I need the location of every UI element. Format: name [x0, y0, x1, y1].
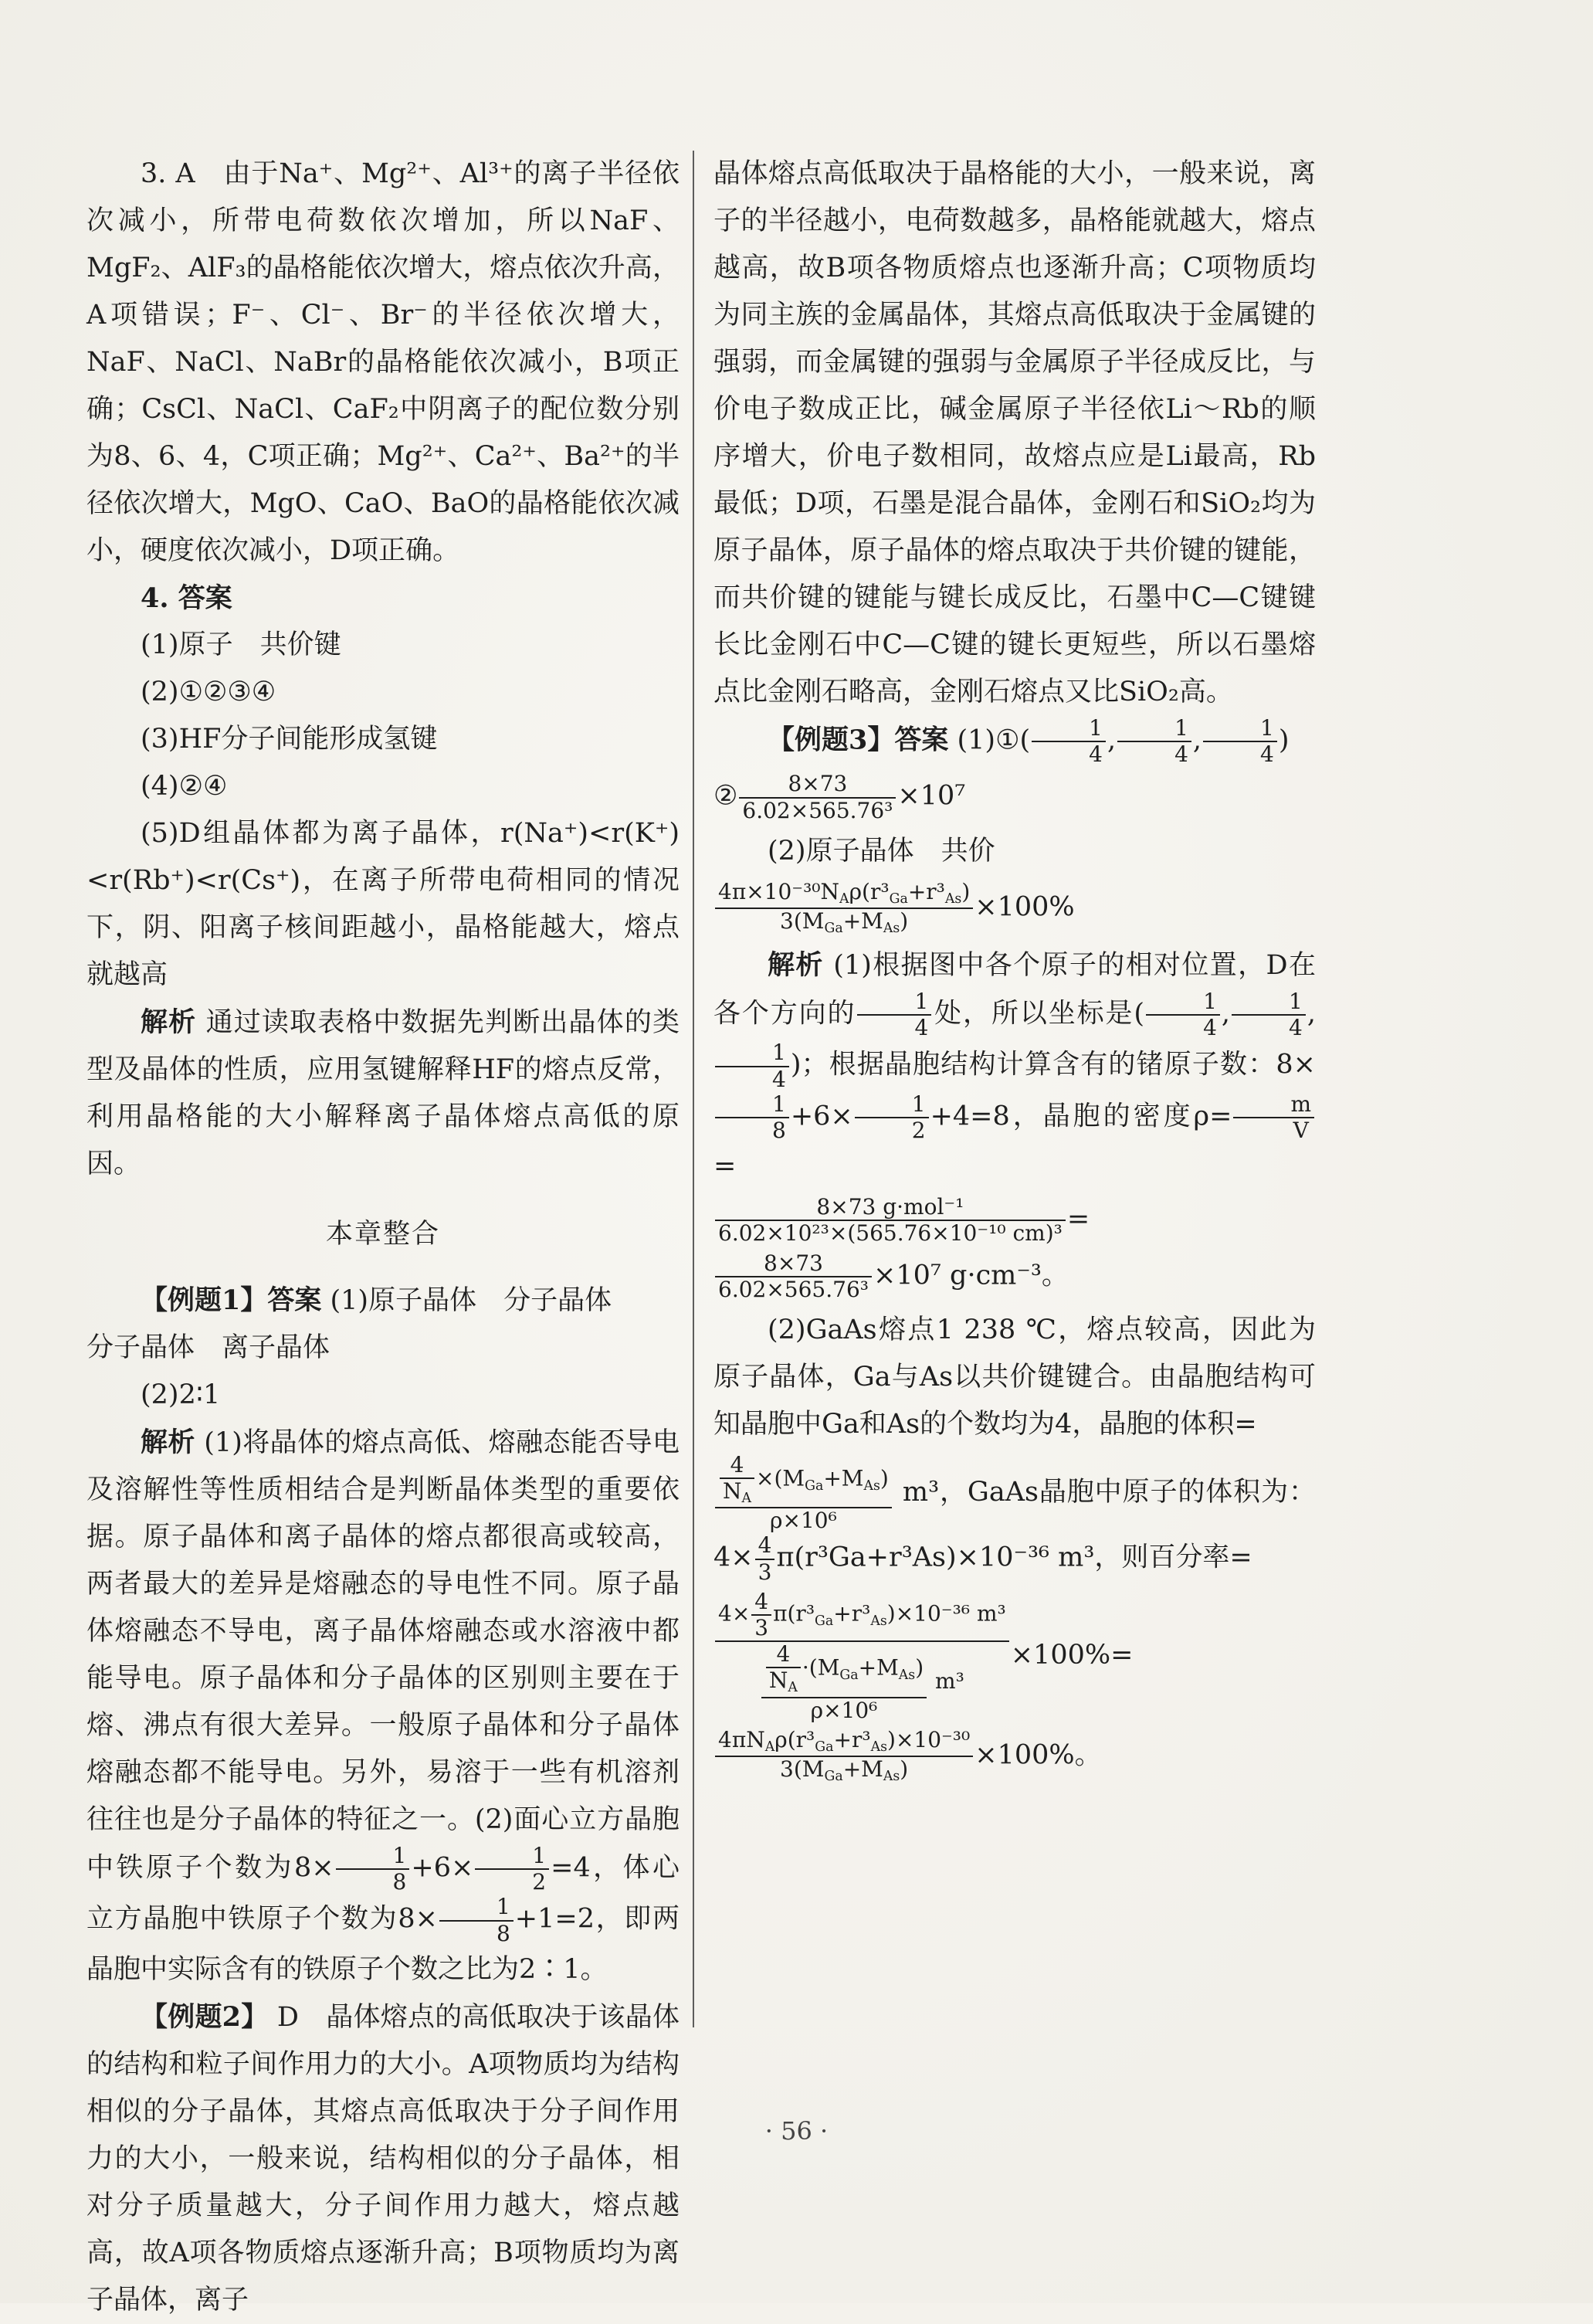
percent-formula-1: 4× $\frac{4}{3}$ $\pi(r^3_{Ga}+r^3_{As})\times 10^{-36}$ m³ $\frac{4}{N_A}$ $\cdot(M_{Ga}+M_{As})$ ρ×10⁶ m³ ×100%= — [713, 1589, 1316, 1723]
fraction-1-2: $\frac{1}{2}$ — [475, 1844, 549, 1895]
example2-label: 【例题2】 — [141, 2000, 269, 2033]
example2 — [86, 1993, 680, 2324]
answer-q3: 3. A 由于Na⁺、Mg²⁺、Al³⁺的离子半径依次减小，所带电荷数依次增加，所以NaF、MgF₂、AlF₃的晶格能依次增大，熔点依次升高，A项错误；F⁻、Cl⁻、Br⁻的半径依次增大，NaF、NaCl、NaBr的晶格能依次减小，B项正确；CsCl、NaCl、CaF₂中阴离子的配位数分别为8、6、4，C项正确；Mg²⁺、Ca²⁺、Ba²⁺的半径依次增大，MgO、CaO、BaO的晶格能依次减小，硬度依次减小，D项正确。 — [86, 158, 680, 566]
example1-analysis: 解析 (1)将晶体的熔点高低、熔融态能否导电及溶解性等性质相结合是判断晶体类型的重要依据。原子晶体和离子晶体的熔点都很高或较高，两者最大的差异是熔融态的导电性不同。原子晶体熔融态不导电，离子晶体熔融态或水溶液中都能导电。原子晶体和分子晶体的区别则主要在于熔、沸点有很大差异。一般原子晶体和分子晶体熔融态都不能导电。另外，易溶于一些有机溶剂往往也是分子晶体的特征之一。(2)面心立方晶胞中铁原子个数为8× $\frac{1}{8}$ +6× $\frac{1}{2}$ =4，体心立方晶胞中铁原子个数为8× $\frac{1}{8}$ +1=2，即两晶胞中实际含有的铁原子个数之比为2∶1。 — [86, 1427, 680, 1985]
example2-text: D 晶体熔点的高低取决于该晶体的结构和粒子间作用力的大小。A项物质均为结构相似的分子晶体，其熔点高低取决于分子间作用力的大小，一般来说，结构相似的分子晶体，相对分子质量越大，分子间作用力越大，熔点越高，故A项各物质熔点逐渐升高；B项物质均为离子晶体，离子 — [86, 2001, 680, 2316]
example1-answer-a: (1)原子晶体 分子晶体 — [330, 1285, 612, 1316]
example3-analysis: 解析 (1)根据图中各个原子的相对位置，D在各个方向的 $\frac{1}{4}$ 处，所以坐标是( $\frac{1}{4}$ , $\frac{1}{4}$ , $\frac{1}{4}$ )；根据晶胞结构计算含有的锗原子数：8× $\frac{1}{8}$ +6× $\frac{1}{2}$ +4=8，晶胞的密度ρ= $\frac{m}{V}$ = — [713, 949, 1316, 1182]
percent-formula-2: $\frac{4\pi N_A\rho(r^3_{Ga}+r^3_{As})\times 10^{-30}}{3(M_{Ga}+M_{As})}$ ×100%。 — [713, 1728, 1316, 1785]
example1-label: 【例题1】答案 — [141, 1284, 322, 1316]
section-title: 本章整合 — [325, 1219, 440, 1250]
fraction-1-8: $\frac{1}{8}$ — [336, 1844, 410, 1895]
answer-q4-part4: (4)②④ — [141, 771, 228, 802]
analysis-label: 解析 — [768, 949, 824, 982]
density-formula-2: $\frac{8\times 73}{\text{6.02×565.76³}}$ ×10⁷ g·cm⁻³。 — [713, 1251, 1316, 1302]
example1-analysis-label: 解析 — [141, 1427, 195, 1458]
example3-formula-3: $\frac{4\pi\times 10^{-30}N_A\rho(r^3_{Ga}+r^3_{As})}{3(M_{Ga}+M_{As})}$ ×100% — [713, 880, 1316, 937]
density-formula-1: $\frac{\text{8×73 g·mol⁻¹}}{\text{6.02×10²³×(565.76×10⁻¹⁰ cm)³}}$ = — [713, 1195, 1316, 1246]
example1-answer — [86, 1277, 680, 1325]
example1-answer-b: 分子晶体 离子晶体 — [86, 1332, 330, 1363]
answer-q4-part5: (5)D组晶体都为离子晶体，r(Na⁺)<r(K⁺)<r(Rb⁺)<r(Cs⁺)，在离子所带电荷相同的情况下，阴、阳离子核间距越小，晶格能越大，熔点就越高 — [86, 818, 680, 990]
example3-formula-2: ② $\frac{8\times 73}{\text{6.02×565.76³}}$ ×10⁷ — [713, 771, 966, 823]
example3-answer: 【例题3】答案 (1)①( $\frac{1}{4}$ , $\frac{1}{4}$ , $\frac{1}{4}$ ) — [768, 715, 1290, 768]
example3-answer-2: (2)原子晶体 共价 — [768, 835, 995, 867]
answer-q4-title: 4. 答案 — [141, 582, 232, 614]
fraction-1-8: $\frac{1}{8}$ — [439, 1895, 513, 1946]
example2-continued: 晶体熔点高低取决于晶格能的大小，一般来说，离子的半径越小，电荷数越多，晶格能就越大，熔点越高，故B项各物质熔点也逐渐升高；C项物质均为同主族的金属晶体，其熔点高低取决于金属键的强弱，而金属键的强弱与金属原子半径成反比，与价电子数成正比，碱金属原子半径依Li～Rb的顺序增大，价电子数相同，故熔点应是Li最高，Rb最低；D项，石墨是混合晶体，金刚石和SiO₂均为原子晶体，原子晶体的熔点取决于共价键的键能，而共价键的键能与键长成反比，石墨中C—C键键长比金刚石中C—C键的键长更短些，所以石墨熔点比金刚石略高，金刚石熔点又比SiO₂高。 — [713, 158, 1316, 707]
right-column — [713, 151, 1316, 1790]
analysis-text: 通过读取表格中数据先判断出晶体的类型及晶体的性质，应用氢键解释HF的熔点反常，利用晶格能的大小解释离子晶体熔点高低的原因。 — [86, 1007, 680, 1179]
column-divider — [693, 151, 694, 2027]
answer-q4-analysis — [86, 999, 680, 1188]
page-number: · 56 · — [764, 2116, 829, 2146]
analysis-label: 解析 — [141, 1006, 197, 1038]
part2-analysis: (2)GaAs熔点1 238 ℃，熔点较高，因此为原子晶体，Ga与As以共价键键合。由晶胞结构可知晶胞中Ga和As的个数均为4，晶胞的体积= — [713, 1314, 1316, 1440]
example1-answer-2: (2)2∶1 — [141, 1379, 221, 1410]
answer-q4-part1: (1)原子 共价键 — [141, 629, 341, 660]
cell-volume-formula: $\frac{4}{N_A}$ $\times(M_{Ga}+M_{As})$ ρ×10⁶ m³，GaAs晶胞中原子的体积为：4× $\frac{4}{3}$ π(r³Ga+r³As)×10⁻³⁶ m³，则百分率= — [713, 1451, 1316, 1585]
example3-label: 【例题3】答案 — [768, 724, 949, 756]
answer-q4-part3: (3)HF分子间能形成氢键 — [141, 724, 438, 755]
left-column — [86, 151, 680, 2324]
answer-q4-part2: (2)①②③④ — [141, 677, 276, 707]
example1-analysis-a: (1)将晶体的熔点高低、熔融态能否导电及溶解性等性质相结合是判断晶体类型的重要依据。原子晶体和离子晶体的熔点都很高或较高，两者最大的差异是熔融态的导电性不同。原子晶体熔融态不导电，离子晶体熔融态或水溶液中都能导电。原子晶体和分子晶体的区别则主要在于熔、沸点有很大差异。一般原子晶体和分子晶体熔融态都不能导电。另外，易溶于一些有机溶剂往往也是分子晶体的特征之一。(2)面心立方晶胞中铁原子个数为8× — [86, 1427, 680, 1884]
